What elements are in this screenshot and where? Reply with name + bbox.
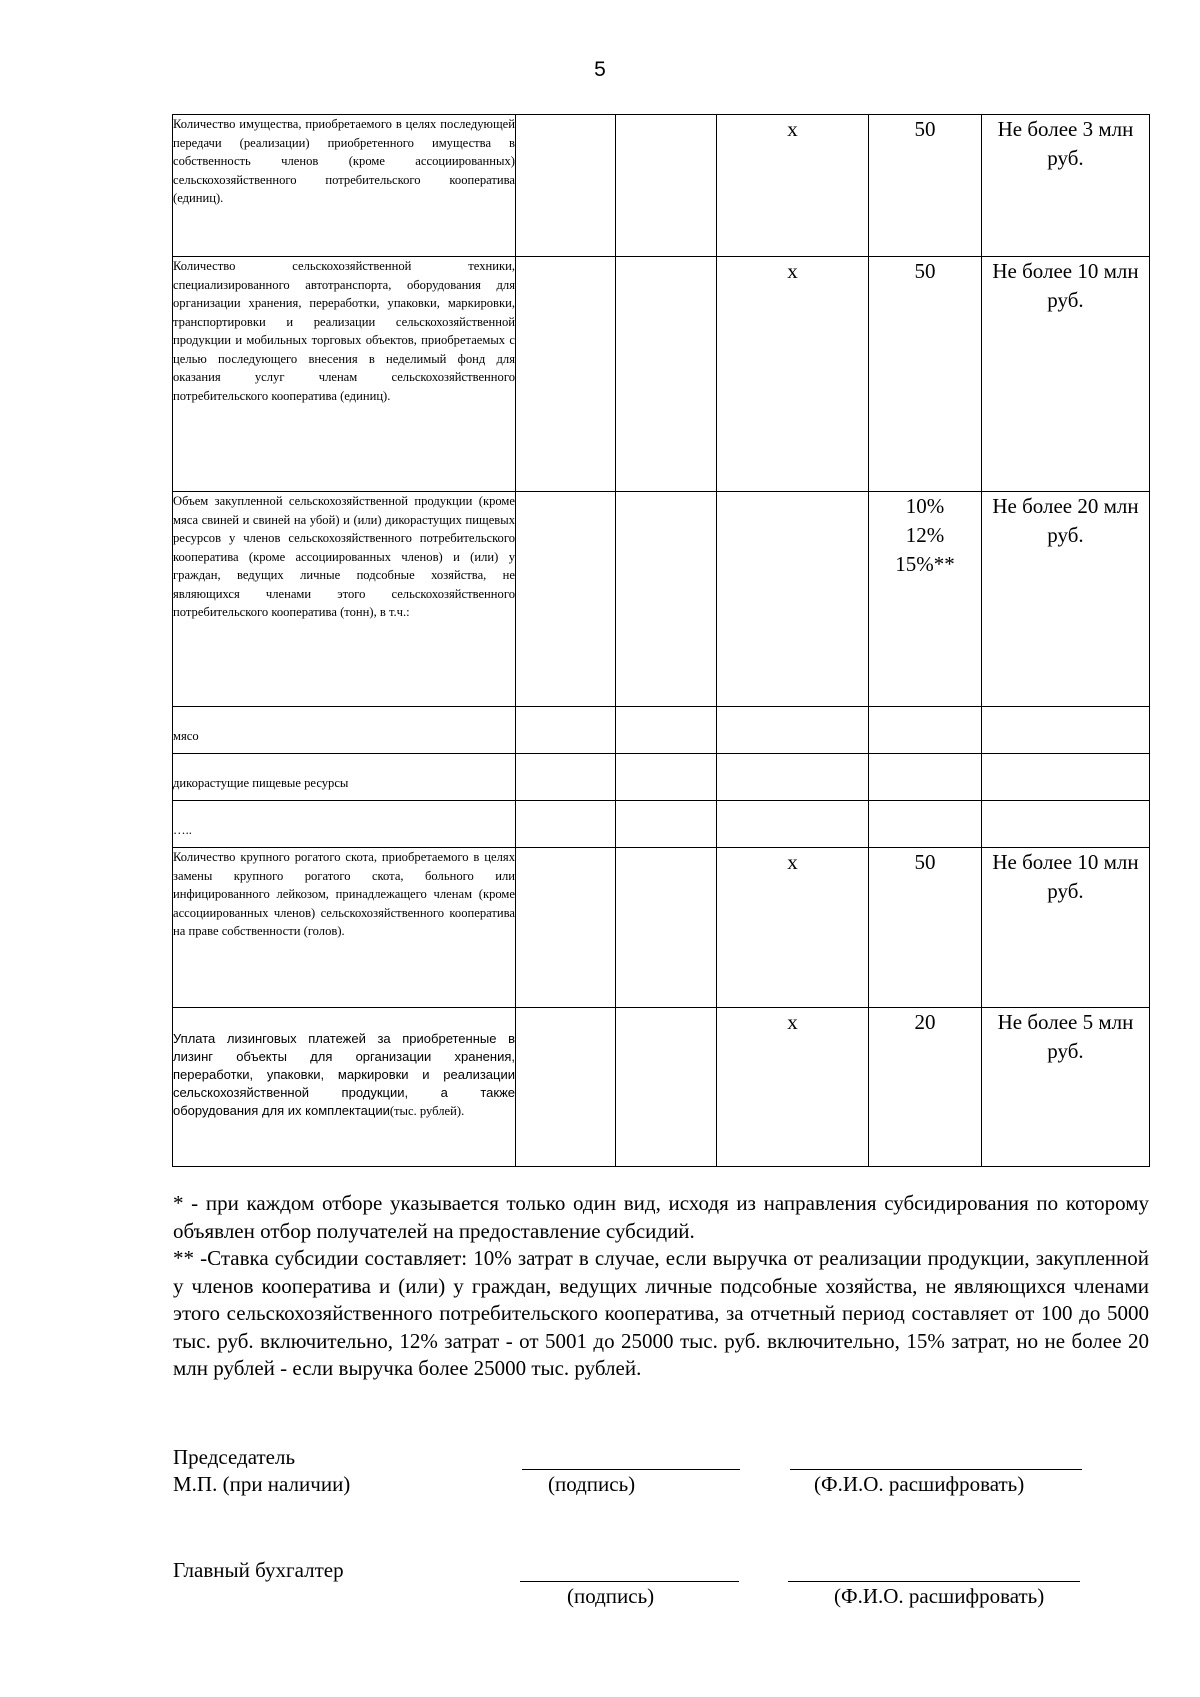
table-row (173, 257, 1150, 492)
rate-value: 12% (905, 523, 945, 547)
rate-value: 50 (914, 117, 936, 141)
empty-cell (982, 707, 1150, 754)
rate-cell (869, 492, 982, 707)
empty-cell (516, 115, 616, 257)
row-description (173, 1008, 516, 1167)
empty-cell (616, 848, 717, 1008)
empty-cell (516, 492, 616, 707)
page-number: 5 (594, 58, 606, 81)
signature-caption: (подпись) (567, 1584, 655, 1608)
rate-value: 50 (914, 850, 936, 874)
row-description-text: Уплата лизинговых платежей за приобретенные в лизинг объекты для организации хранения, переработки, упаковки, маркировки и реализации сельскохозяйственной продукции, а также оборудования для их комплектации (173, 1031, 515, 1118)
rate-value: 50 (914, 259, 936, 283)
empty-cell (616, 707, 717, 754)
rate-cell (869, 257, 982, 492)
rate-cell (869, 848, 982, 1008)
empty-cell (869, 801, 982, 848)
stamp-label: М.П. (при наличии) (173, 1472, 351, 1496)
empty-cell (982, 754, 1150, 801)
table-row (173, 848, 1150, 1008)
empty-cell (516, 801, 616, 848)
empty-cell (869, 707, 982, 754)
row-description-unit: (тыс. рублей). (389, 1104, 465, 1118)
mark-cell: x (717, 257, 869, 492)
rate-cell (869, 115, 982, 257)
table-row (173, 801, 1150, 848)
mark-cell: x (717, 1008, 869, 1167)
signature-caption: (подпись) (548, 1472, 636, 1496)
row-description: ….. (173, 801, 516, 848)
empty-cell (616, 801, 717, 848)
table-row (173, 754, 1150, 801)
name-line (790, 1469, 1082, 1470)
footnote-2: ** -Ставка субсидии составляет: 10% затрат в случае, если выручка от реализации продукции, закупленной у членов кооператива и (или) у граждан, ведущих личные подсобные хозяйства, не являющихся членами этого сельскохозяйственного потребительского кооператива, за отчетный период составляет от 100 до 5000 тыс. руб. включительно, 12% затрат - от 5001 до 25000 тыс. руб. включительно, 15% затрат, но не более 20 млн рублей - если выручка более 25000 тыс. рублей. (173, 1246, 1149, 1380)
limit-cell: Не более 10 млн руб. (982, 848, 1150, 1008)
row-description: Количество имущества, приобретаемого в целях последующей передачи (реализации) приобретенного имущества в собственность членов (кроме ассоциированных) сельскохозяйственного потребительского кооператива (единиц). (173, 115, 516, 257)
rate-value: 10% (905, 494, 945, 518)
row-description: дикорастущие пищевые ресурсы (173, 754, 516, 801)
subsidy-table (172, 114, 1150, 1167)
mark-cell: x (717, 115, 869, 257)
table-row (173, 492, 1150, 707)
signature-line (520, 1581, 739, 1582)
row-description: Количество крупного рогатого скота, приобретаемого в целях замены крупного рогатого скота, больного или инфицированного лейкозом, принадлежащего членам (кроме ассоциированных членов) сельскохозяйственного кооператива на праве собственности (голов). (173, 848, 516, 1008)
empty-cell (516, 257, 616, 492)
table-row (173, 1008, 1150, 1167)
row-description: мясо (173, 707, 516, 754)
rate-value: 20 (914, 1010, 936, 1034)
empty-cell (516, 754, 616, 801)
footnote-1: * - при каждом отборе указывается только один вид, исходя из направления субсидирования по которому объявлен отбор получателей на предоставление субсидий. (173, 1191, 1149, 1243)
name-caption: (Ф.И.О. расшифровать) (834, 1584, 1045, 1608)
signature-line (522, 1469, 740, 1470)
empty-cell (616, 115, 717, 257)
empty-cell (516, 707, 616, 754)
accountant-label: Главный бухгалтер (173, 1558, 344, 1582)
empty-cell (616, 754, 717, 801)
empty-cell (982, 801, 1150, 848)
mark-cell (717, 492, 869, 707)
mark-cell: x (717, 848, 869, 1008)
footnotes (173, 1190, 1149, 1383)
row-description: Количество сельскохозяйственной техники, специализированного автотранспорта, оборудования для организации хранения, переработки, упаковки, маркировки, транспортировки и реализации сельскохозяйственной продукции и мобильных торговых объектов, приобретаемых с целью последующего внесения в неделимый фонд для оказания услуг членам сельскохозяйственного потребительского кооператива (единиц). (173, 257, 516, 492)
name-line (788, 1581, 1080, 1582)
name-caption: (Ф.И.О. расшифровать) (814, 1472, 1025, 1496)
rate-value: 15%** (895, 552, 955, 576)
empty-cell (616, 1008, 717, 1167)
chairman-label: Председатель (173, 1445, 296, 1469)
empty-cell (717, 707, 869, 754)
empty-cell (717, 801, 869, 848)
limit-cell: Не более 20 млн руб. (982, 492, 1150, 707)
table-row (173, 707, 1150, 754)
empty-cell (516, 1008, 616, 1167)
rate-cell (869, 1008, 982, 1167)
row-description: Объем закупленной сельскохозяйственной продукции (кроме мяса свиней и свиней на убой) и (или) дикорастущих пищевых ресурсов у членов сельскохозяйственного потребительского кооператива (кроме ассоциированных членов) и (или) у граждан, ведущих личные подсобные хозяйства, не являющихся членами этого сельскохозяйственного потребительского кооператива (тонн), в т.ч.: (173, 492, 516, 707)
table-row (173, 115, 1150, 257)
limit-cell: Не более 3 млн руб. (982, 115, 1150, 257)
empty-cell (616, 257, 717, 492)
empty-cell (717, 754, 869, 801)
empty-cell (516, 848, 616, 1008)
empty-cell (616, 492, 717, 707)
limit-cell: Не более 10 млн руб. (982, 257, 1150, 492)
empty-cell (869, 754, 982, 801)
limit-cell: Не более 5 млн руб. (982, 1008, 1150, 1167)
